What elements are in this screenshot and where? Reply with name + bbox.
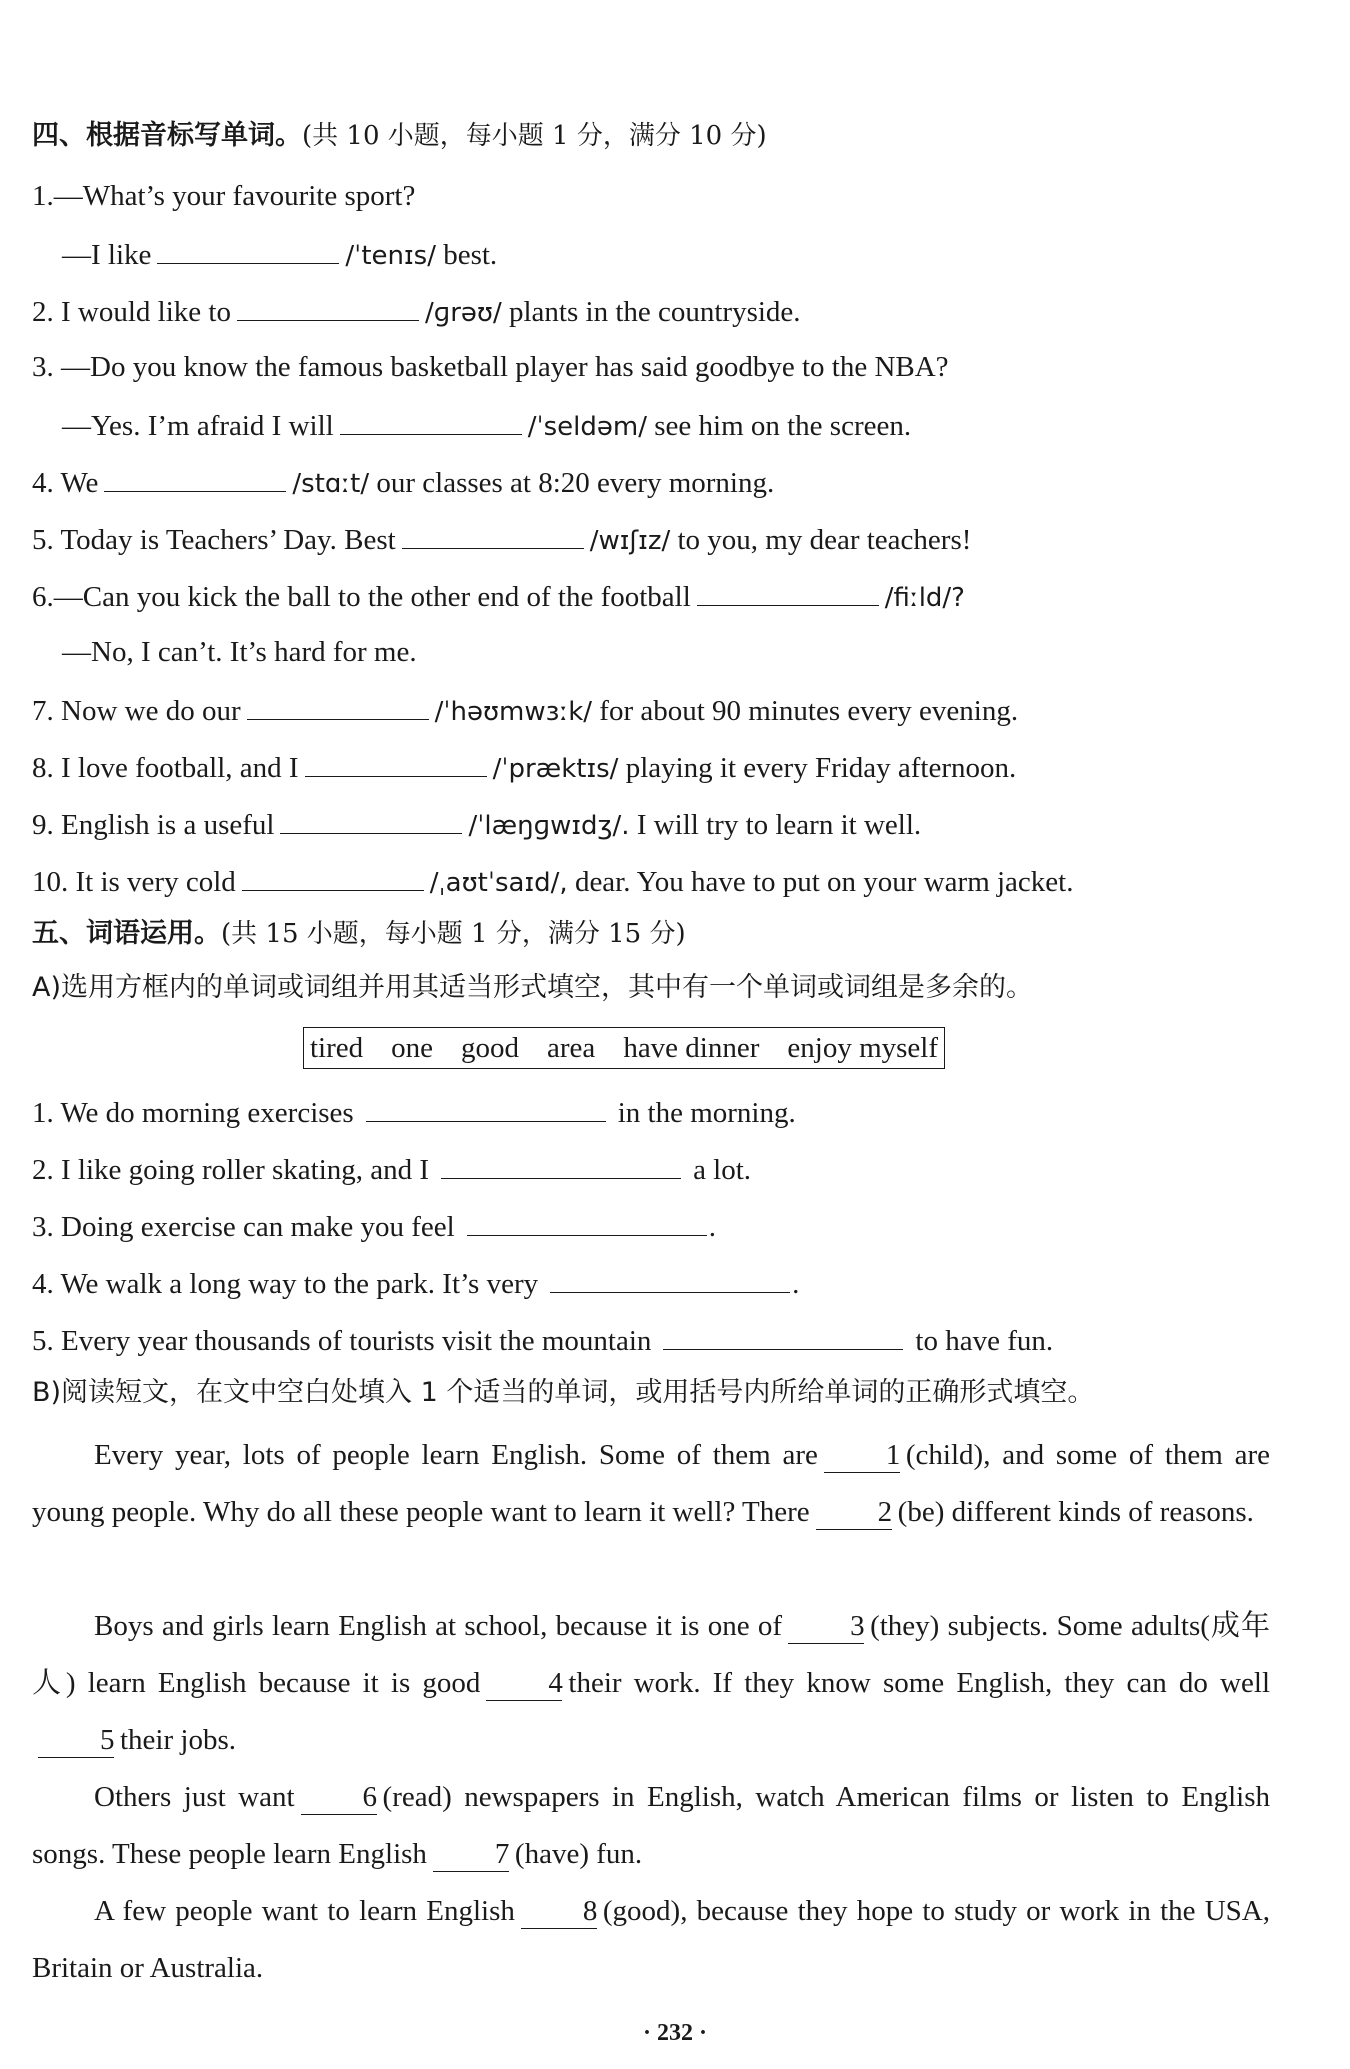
numbered-blank[interactable]: 8 [521, 1894, 597, 1929]
answer-blank[interactable] [340, 404, 522, 435]
word-option: tired [310, 1032, 364, 1064]
s4-q8: 8. I love football, and I /ˈpræktɪs/ playing it every Friday afternoon. [32, 746, 1016, 789]
numbered-blank[interactable]: 6 [301, 1780, 377, 1815]
passage-paragraph-3: Others just want 6 (read) newspapers in English, watch American films or listen to English songs. These people learn English 7 (have) fun. [32, 1781, 1270, 1870]
answer-blank[interactable] [402, 518, 584, 549]
word-option: good [461, 1032, 520, 1064]
word-option: have dinner [623, 1032, 760, 1064]
section5-note: (共 15 小题，每小题 1 分，满分 15 分) [221, 919, 686, 949]
passage-paragraph-4: A few people want to learn English 8 (good), because they hope to study or work in the USA, Britain or Australia. [32, 1895, 1270, 1984]
s4-q3-line1: 3. —Do you know the famous basketball player has said goodbye to the NBA? [32, 351, 949, 383]
answer-blank[interactable] [104, 461, 286, 492]
answer-blank[interactable] [550, 1262, 790, 1293]
part-a-instruction: A)选用方框内的单词或词组并用其适当形式填空，其中有一个单词或词组是多余的。 [32, 972, 1034, 1003]
s5a-q5: 5. Every year thousands of tourists visit the mountain to have fun. [32, 1319, 1053, 1361]
numbered-blank[interactable]: 5 [38, 1723, 114, 1758]
answer-blank[interactable] [467, 1205, 707, 1236]
answer-blank[interactable] [242, 860, 424, 891]
phonetic: /wɪʃɪz/ [589, 526, 671, 556]
page-number: · 232 · [642, 2020, 707, 2046]
s5a-q2: 2. I like going roller skating, and I a lot. [32, 1148, 751, 1190]
answer-blank[interactable] [237, 290, 419, 321]
word-option: enjoy myself [787, 1032, 939, 1064]
section4-note: (共 10 小题，每小题 1 分，满分 10 分) [302, 121, 767, 151]
part-b-instruction: B)阅读短文，在文中空白处填入 1 个适当的单词，或用括号内所给单词的正确形式填空。 [32, 1377, 1095, 1408]
s5a-q1: 1. We do morning exercises in the morning. [32, 1091, 796, 1133]
word-option: one [391, 1032, 434, 1064]
phonetic: /fiːld/? [884, 583, 965, 613]
answer-blank[interactable] [441, 1148, 681, 1179]
s5a-q4: 4. We walk a long way to the park. It’s very . [32, 1262, 799, 1304]
numbered-blank[interactable]: 7 [433, 1837, 509, 1872]
answer-blank[interactable] [366, 1091, 606, 1122]
answer-blank[interactable] [697, 575, 879, 606]
s4-q1-line2: —I like /ˈtenɪs/ best. [62, 233, 497, 276]
section5-heading [32, 914, 686, 954]
phonetic: /ˌaʊtˈsaɪd/, [429, 868, 568, 898]
s5a-q3: 3. Doing exercise can make you feel . [32, 1205, 716, 1247]
s4-q2: 2. I would like to /ɡrəʊ/ plants in the countryside. [32, 290, 801, 333]
answer-blank[interactable] [247, 689, 429, 720]
s4-q1-line1: 1.—What’s your favourite sport? [32, 180, 416, 212]
s4-q7: 7. Now we do our /ˈhəʊmwɜːk/ for about 90 minutes every evening. [32, 689, 1018, 732]
word-option: area [547, 1032, 596, 1064]
s4-q10: 10. It is very cold /ˌaʊtˈsaɪd/, dear. You have to put on your warm jacket. [32, 860, 1073, 903]
answer-blank[interactable] [157, 233, 339, 264]
s4-q3-line2: —Yes. I’m afraid I will /ˈseldəm/ see him on the screen. [62, 404, 911, 447]
passage-paragraph-1: Every year, lots of people learn English. Some of them are 1 (child), and some of them are young people. Why do all these people want to learn it well? There 2 (be) different kinds of reasons. [32, 1439, 1271, 1528]
section5-title: 五、词语运用。 [32, 918, 221, 949]
phonetic: /stɑːt/ [292, 469, 370, 499]
phonetic: /ˈseldəm/ [527, 412, 647, 442]
s4-q6-line2: —No, I can’t. It’s hard for me. [62, 636, 417, 668]
phonetic: /ɡrəʊ/ [424, 298, 502, 328]
numbered-blank[interactable]: 3 [788, 1609, 864, 1644]
answer-blank[interactable] [305, 746, 487, 777]
s4-q5: 5. Today is Teachers’ Day. Best /wɪʃɪz/ to you, my dear teachers! [32, 518, 971, 561]
section4-title: 四、根据音标写单词。 [32, 120, 302, 151]
numbered-blank[interactable]: 1 [824, 1438, 900, 1473]
phonetic: /ˈpræktɪs/ [492, 754, 619, 784]
s4-q9: 9. English is a useful /ˈlæŋɡwɪdʒ/. I will try to learn it well. [32, 803, 921, 846]
phonetic: /ˈhəʊmwɜːk/ [434, 697, 593, 727]
s4-q6-line1: 6.—Can you kick the ball to the other end of the football /fiːld/? [32, 575, 965, 618]
phonetic: /ˈlæŋɡwɪdʒ/. [468, 811, 630, 841]
s4-q4: 4. We /stɑːt/ our classes at 8:20 every morning. [32, 461, 774, 504]
answer-blank[interactable] [663, 1319, 903, 1350]
passage-paragraph-2: Boys and girls learn English at school, because it is one of 3 (they) subjects. Some adults(成年人) learn English because it is good 4 their work. If they know some English, they can do well5 their jobs. [32, 1610, 1270, 1756]
section4-heading [32, 116, 767, 156]
word-box [303, 1027, 945, 1069]
answer-blank[interactable] [280, 803, 462, 834]
numbered-blank[interactable]: 4 [486, 1666, 562, 1701]
numbered-blank[interactable]: 2 [816, 1495, 892, 1530]
phonetic: /ˈtenɪs/ [345, 241, 436, 271]
